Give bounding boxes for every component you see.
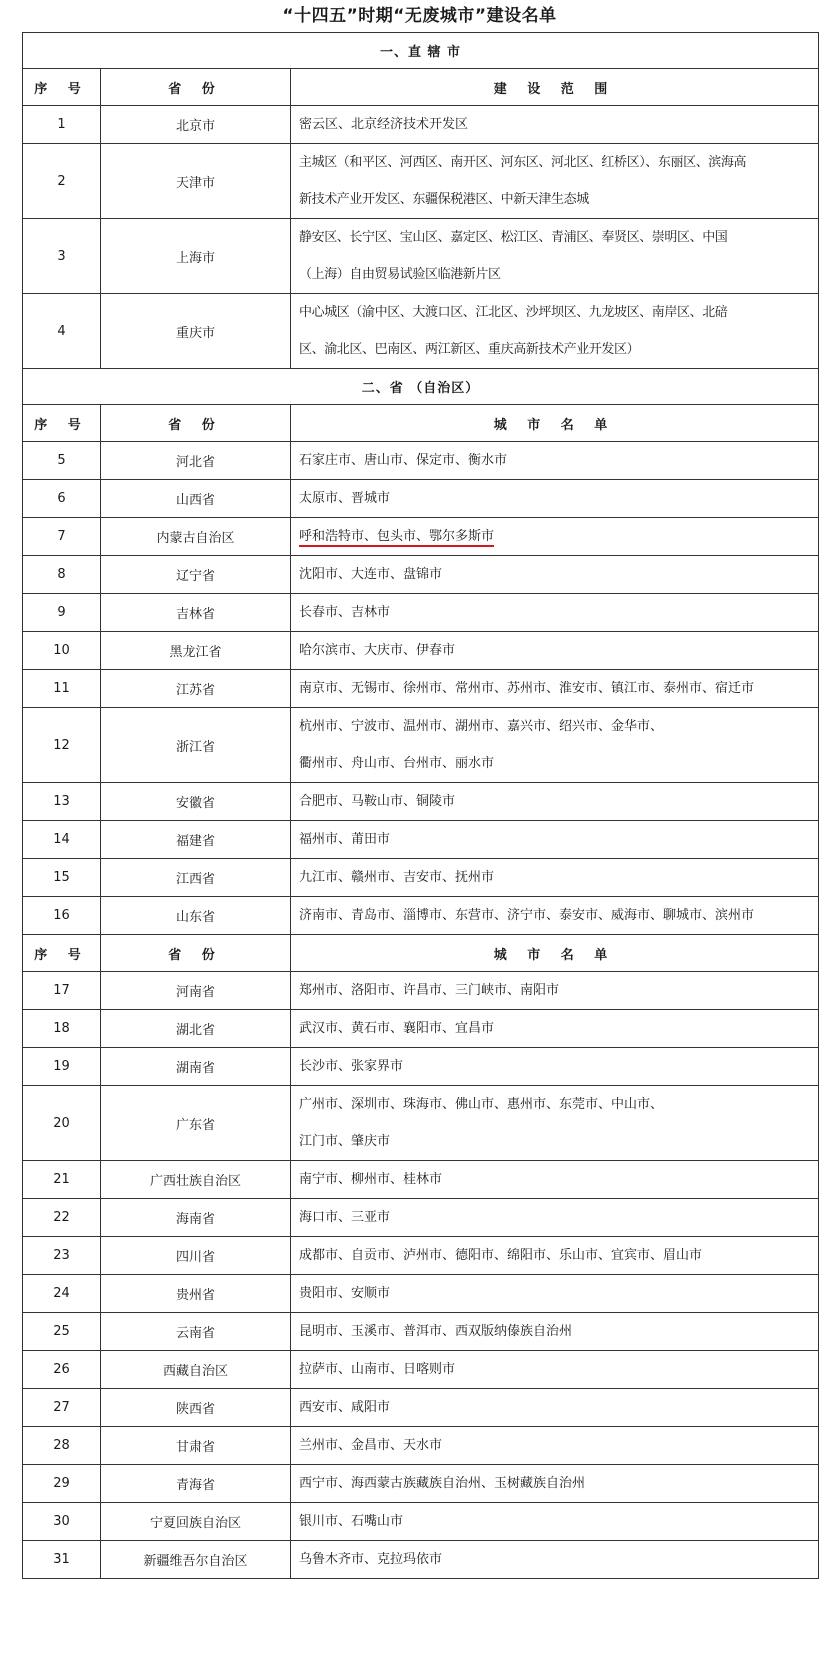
row-province: 河南省	[101, 972, 291, 1010]
section-label-provinces: 二、省 （自治区）	[23, 369, 819, 405]
city-line	[299, 1465, 818, 1502]
row-number: 3	[23, 219, 101, 294]
table-row	[23, 480, 819, 518]
row-number: 17	[23, 972, 101, 1010]
city-line	[299, 859, 818, 896]
city-line-text: 江门市、肇庆市	[299, 1134, 391, 1149]
table-row	[23, 897, 819, 935]
city-line-text: 哈尔滨市、大庆市、伊春市	[299, 643, 456, 658]
city-line-text: 沈阳市、大连市、盘锦市	[299, 567, 443, 582]
city-line-text: 长春市、吉林市	[299, 605, 391, 620]
city-line	[299, 1123, 818, 1160]
city-line-text: 武汉市、黄石市、襄阳市、宜昌市	[299, 1021, 495, 1036]
city-line	[299, 1237, 818, 1274]
row-province: 山西省	[101, 480, 291, 518]
row-province: 江苏省	[101, 670, 291, 708]
header-number: 序 号	[23, 69, 101, 106]
table-row	[23, 1237, 819, 1275]
table-row	[23, 632, 819, 670]
city-list-table	[22, 32, 819, 1579]
row-cities	[291, 1199, 819, 1237]
row-province: 内蒙古自治区	[101, 518, 291, 556]
city-line-text: 西宁市、海西蒙古族藏族自治州、玉树藏族自治州	[299, 1476, 586, 1491]
city-line	[299, 556, 818, 593]
scope-line: 区、渝北区、巴南区、两江新区、重庆高新技术产业开发区）	[299, 342, 640, 357]
table-row	[23, 1199, 819, 1237]
scope-line: 密云区、北京经济技术开发区	[299, 117, 469, 132]
city-line-text: 九江市、赣州市、吉安市、抚州市	[299, 870, 495, 885]
header-scope: 建 设 范 围	[291, 69, 819, 106]
row-province: 湖南省	[101, 1048, 291, 1086]
city-line-text: 昆明市、玉溪市、普洱市、西双版纳傣族自治州	[299, 1324, 573, 1339]
table-row	[23, 1010, 819, 1048]
row-cities	[291, 1048, 819, 1086]
city-line	[299, 1351, 818, 1388]
city-line-text: 太原市、晋城市	[299, 491, 391, 506]
row-province: 吉林省	[101, 594, 291, 632]
scope-line: 中心城区（渝中区、大渡口区、江北区、沙坪坝区、九龙坡区、南岸区、北碚	[299, 305, 728, 320]
row-province: 重庆市	[101, 294, 291, 369]
city-line	[299, 1389, 818, 1426]
city-line	[299, 1313, 818, 1350]
column-header-row	[23, 935, 819, 972]
row-cities	[291, 1389, 819, 1427]
city-line	[299, 1503, 818, 1540]
city-line	[299, 670, 818, 707]
scope-line: 新技术产业开发区、东疆保税港区、中新天津生态城	[299, 192, 589, 207]
row-number: 26	[23, 1351, 101, 1389]
row-province: 海南省	[101, 1199, 291, 1237]
table-row	[23, 1465, 819, 1503]
header-city-list: 城 市 名 单	[291, 405, 819, 442]
table-row	[23, 219, 819, 294]
row-cities	[291, 518, 819, 556]
row-number: 12	[23, 708, 101, 783]
table-row	[23, 1313, 819, 1351]
city-line	[299, 783, 818, 820]
city-line-text: 乌鲁木齐市、克拉玛依市	[299, 1552, 443, 1567]
city-line	[299, 518, 818, 555]
row-province: 新疆维吾尔自治区	[101, 1541, 291, 1579]
header-city-list: 城 市 名 单	[291, 935, 819, 972]
table-row	[23, 783, 819, 821]
row-cities	[291, 821, 819, 859]
city-line-text: 石家庄市、唐山市、保定市、衡水市	[299, 453, 508, 468]
city-line	[299, 1275, 818, 1312]
scope-line: 静安区、长宁区、宝山区、嘉定区、松江区、青浦区、奉贤区、崇明区、中国	[299, 230, 728, 245]
row-number: 14	[23, 821, 101, 859]
row-cities	[291, 859, 819, 897]
row-province: 贵州省	[101, 1275, 291, 1313]
row-cities	[291, 1541, 819, 1579]
table-row	[23, 1503, 819, 1541]
row-number: 16	[23, 897, 101, 935]
row-number: 31	[23, 1541, 101, 1579]
row-number: 6	[23, 480, 101, 518]
row-number: 21	[23, 1161, 101, 1199]
city-line-text: 拉萨市、山南市、日喀则市	[299, 1362, 456, 1377]
table-row	[23, 859, 819, 897]
row-number: 23	[23, 1237, 101, 1275]
row-cities	[291, 480, 819, 518]
row-number: 5	[23, 442, 101, 480]
header-province: 省 份	[101, 935, 291, 972]
city-line-text: 福州市、莆田市	[299, 832, 391, 847]
section-header-row	[23, 33, 819, 69]
table-row	[23, 1351, 819, 1389]
row-province: 广东省	[101, 1086, 291, 1161]
city-line-text: 长沙市、张家界市	[299, 1059, 404, 1074]
table-row	[23, 294, 819, 369]
city-line-text: 银川市、石嘴山市	[299, 1514, 404, 1529]
row-province: 福建省	[101, 821, 291, 859]
row-number: 7	[23, 518, 101, 556]
row-cities	[291, 442, 819, 480]
document-title: “十四五”时期“无废城市”建设名单	[282, 6, 557, 26]
city-line	[299, 708, 818, 745]
city-line	[299, 821, 818, 858]
row-number: 27	[23, 1389, 101, 1427]
city-line-text: 西安市、咸阳市	[299, 1400, 391, 1415]
row-number: 15	[23, 859, 101, 897]
table-row	[23, 708, 819, 783]
row-province: 甘肃省	[101, 1427, 291, 1465]
table-row	[23, 1427, 819, 1465]
row-province: 广西壮族自治区	[101, 1161, 291, 1199]
city-line-text: 贵阳市、安顺市	[299, 1286, 391, 1301]
city-line-text: 成都市、自贡市、泸州市、德阳市、绵阳市、乐山市、宜宾市、眉山市	[299, 1248, 703, 1263]
scope-line: 主城区（和平区、河西区、南开区、河东区、河北区、红桥区）、东丽区、滨海高	[299, 155, 747, 170]
row-cities	[291, 1503, 819, 1541]
row-number: 30	[23, 1503, 101, 1541]
row-number: 8	[23, 556, 101, 594]
row-cities	[291, 1313, 819, 1351]
city-line	[299, 1048, 818, 1085]
row-cities	[291, 1351, 819, 1389]
city-line	[299, 1086, 818, 1123]
row-number: 10	[23, 632, 101, 670]
row-cities	[291, 1427, 819, 1465]
row-number: 11	[23, 670, 101, 708]
city-line	[299, 1199, 818, 1236]
city-line	[299, 480, 818, 517]
row-number: 29	[23, 1465, 101, 1503]
city-line-text: 海口市、三亚市	[299, 1210, 391, 1225]
city-line	[299, 632, 818, 669]
row-number: 4	[23, 294, 101, 369]
row-province: 天津市	[101, 144, 291, 219]
row-province: 江西省	[101, 859, 291, 897]
row-number: 19	[23, 1048, 101, 1086]
row-province: 黑龙江省	[101, 632, 291, 670]
column-header-row	[23, 405, 819, 442]
row-province: 西藏自治区	[101, 1351, 291, 1389]
row-number: 2	[23, 144, 101, 219]
table-row	[23, 556, 819, 594]
row-cities	[291, 897, 819, 935]
row-province: 陕西省	[101, 1389, 291, 1427]
row-province: 湖北省	[101, 1010, 291, 1048]
section-header-row	[23, 369, 819, 405]
row-cities	[291, 670, 819, 708]
table-row	[23, 144, 819, 219]
row-cities	[291, 783, 819, 821]
row-number: 24	[23, 1275, 101, 1313]
row-province: 四川省	[101, 1237, 291, 1275]
row-number: 20	[23, 1086, 101, 1161]
row-cities	[291, 556, 819, 594]
row-cities	[291, 1465, 819, 1503]
header-number: 序 号	[23, 935, 101, 972]
city-line-text: 杭州市、宁波市、温州市、湖州市、嘉兴市、绍兴市、金华市、	[299, 719, 664, 734]
row-province: 云南省	[101, 1313, 291, 1351]
row-province: 辽宁省	[101, 556, 291, 594]
table-row	[23, 1275, 819, 1313]
city-line-text: 南京市、无锡市、徐州市、常州市、苏州市、淮安市、镇江市、泰州市、宿迁市	[299, 681, 755, 696]
table-row	[23, 972, 819, 1010]
row-number: 28	[23, 1427, 101, 1465]
city-line-text: 兰州市、金昌市、天水市	[299, 1438, 443, 1453]
row-scope	[291, 219, 819, 294]
table-row	[23, 670, 819, 708]
row-province: 上海市	[101, 219, 291, 294]
table-row	[23, 106, 819, 144]
row-scope	[291, 144, 819, 219]
row-scope	[291, 294, 819, 369]
row-cities	[291, 1275, 819, 1313]
city-line	[299, 1541, 818, 1578]
table-row	[23, 1161, 819, 1199]
city-line-text: 济南市、青岛市、淄博市、东营市、济宁市、泰安市、威海市、聊城市、滨州市	[299, 908, 755, 923]
table-row	[23, 1086, 819, 1161]
row-cities	[291, 594, 819, 632]
city-line	[299, 745, 818, 782]
table-row	[23, 442, 819, 480]
table-row	[23, 1389, 819, 1427]
city-line	[299, 1427, 818, 1464]
row-province: 北京市	[101, 106, 291, 144]
header-province: 省 份	[101, 405, 291, 442]
row-cities	[291, 1237, 819, 1275]
city-line	[299, 442, 818, 479]
city-line-text: 合肥市、马鞍山市、铜陵市	[299, 794, 456, 809]
row-number: 13	[23, 783, 101, 821]
row-cities	[291, 972, 819, 1010]
city-line-text: 郑州市、洛阳市、许昌市、三门峡市、南阳市	[299, 983, 560, 998]
row-cities	[291, 1161, 819, 1199]
city-line	[299, 1010, 818, 1047]
row-cities	[291, 1010, 819, 1048]
row-province: 宁夏回族自治区	[101, 1503, 291, 1541]
row-cities	[291, 1086, 819, 1161]
header-number: 序 号	[23, 405, 101, 442]
row-number: 9	[23, 594, 101, 632]
table-body	[23, 33, 819, 1579]
city-line	[299, 897, 818, 934]
scope-line: （上海）自由贸易试验区临港新片区	[299, 267, 501, 282]
table-row	[23, 1541, 819, 1579]
row-province: 安徽省	[101, 783, 291, 821]
row-cities	[291, 708, 819, 783]
city-line	[299, 972, 818, 1009]
header-province: 省 份	[101, 69, 291, 106]
row-province: 青海省	[101, 1465, 291, 1503]
city-line-text: 南宁市、柳州市、桂林市	[299, 1172, 443, 1187]
row-scope	[291, 106, 819, 144]
table-row	[23, 518, 819, 556]
city-line-text: 广州市、深圳市、珠海市、佛山市、惠州市、东莞市、中山市、	[299, 1097, 664, 1112]
row-number: 25	[23, 1313, 101, 1351]
table-row	[23, 594, 819, 632]
table-row	[23, 821, 819, 859]
row-province: 浙江省	[101, 708, 291, 783]
row-number: 1	[23, 106, 101, 144]
row-number: 22	[23, 1199, 101, 1237]
row-cities	[291, 632, 819, 670]
table-row	[23, 1048, 819, 1086]
row-number: 18	[23, 1010, 101, 1048]
city-line	[299, 1161, 818, 1198]
city-line-text: 呼和浩特市、包头市、鄂尔多斯市	[299, 529, 494, 547]
column-header-row	[23, 69, 819, 106]
row-province: 河北省	[101, 442, 291, 480]
row-province: 山东省	[101, 897, 291, 935]
section-label-municipalities: 一、直 辖 市	[23, 33, 819, 69]
city-line	[299, 594, 818, 631]
city-line-text: 衢州市、舟山市、台州市、丽水市	[299, 756, 495, 771]
